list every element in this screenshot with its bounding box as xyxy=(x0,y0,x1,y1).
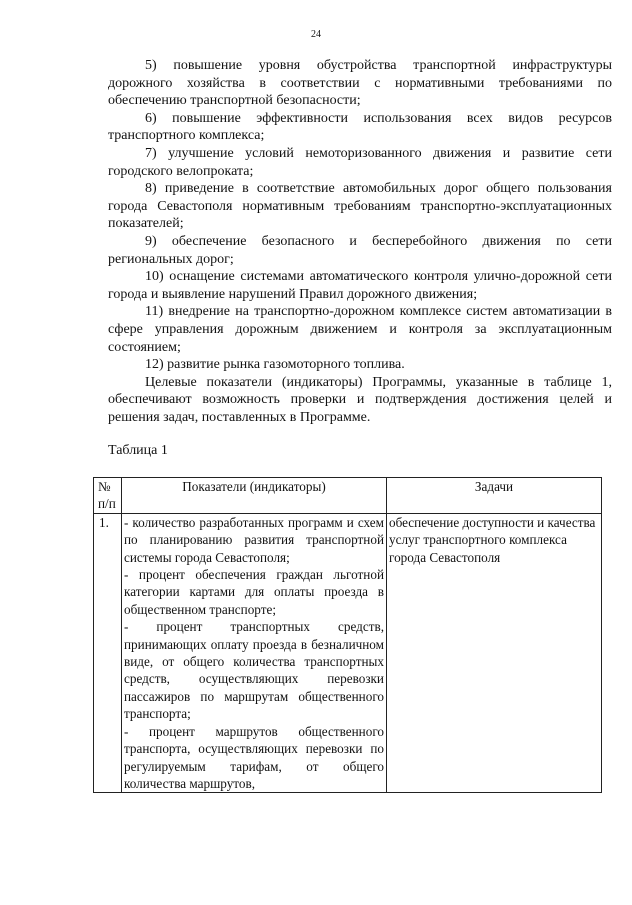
paragraph: 10) оснащение системами автоматического контроля улично-дорожной сети города и выявление нарушений Правил дорожного движения; xyxy=(108,269,612,302)
paragraph: 6) повышение эффективности использования всех видов ресурсов транспортного комплекса; xyxy=(108,110,612,144)
paragraph: 9) обеспечение безопасного и бесперебойного движения по сети региональных дорог; xyxy=(108,233,612,267)
table-header-row xyxy=(94,478,602,514)
page-number: 24 xyxy=(311,29,321,40)
header-indicators: Показатели (индикаторы) xyxy=(122,478,387,514)
row-indicators xyxy=(122,513,387,793)
indicator-item: - процент транспортных средств, принимающих оплату проезда в безналичном виде, от общего количества транспортных средств, осуществляющих перевозки пассажиров по маршрутам общественного транспорта; xyxy=(124,619,384,722)
row-num: 1. xyxy=(94,513,122,793)
indicator-item: - процент маршрутов общественного транспорта, осуществляющих перевозки по регулируемым тарифам, от общего количества маршрутов, xyxy=(124,723,384,791)
indicator-item: - процент обеспечения граждан льготной категории картами для оплаты проезда в общественном транспорте; xyxy=(124,567,384,617)
row-tasks: обеспечение доступности и качества услуг транспортного комплекса города Севастополя xyxy=(387,513,602,793)
table-caption: Таблица 1 xyxy=(108,443,168,458)
body-text xyxy=(108,57,612,426)
header-tasks: Задачи xyxy=(387,478,602,514)
paragraph: 12) развитие рынка газомоторного топлива. xyxy=(145,357,405,373)
paragraph: Целевые показатели (индикаторы) Программы, указанные в таблице 1, обеспечивают возможность проверки и подтверждения достижения целей и решения задач, поставленных в Программе. xyxy=(108,374,612,425)
paragraph: 11) внедрение на транспортно-дорожном комплексе систем автоматизации в сфере управления дорожным движением и контроля за эксплуатационным состоянием; xyxy=(108,304,612,355)
indicator-item: - количество разработанных программ и схем по планированию развития транспортной системы города Севастополя; xyxy=(124,514,384,565)
header-num: № п/п xyxy=(94,478,122,514)
paragraph: 7) улучшение условий немоторизованного движения и развитие сети городского велопроката; xyxy=(108,145,612,179)
indicators-table xyxy=(93,477,602,793)
table-row xyxy=(94,513,602,793)
paragraph: 5) повышение уровня обустройства транспортной инфраструктуры дорожного хозяйства в соответствии с нормативными требованиями по обеспечению транспортной безопасности; xyxy=(108,58,612,109)
paragraph: 8) приведение в соответствие автомобильных дорог общего пользования города Севастополя нормативным требованиям транспортно-эксплуатационных показателей; xyxy=(108,181,612,232)
